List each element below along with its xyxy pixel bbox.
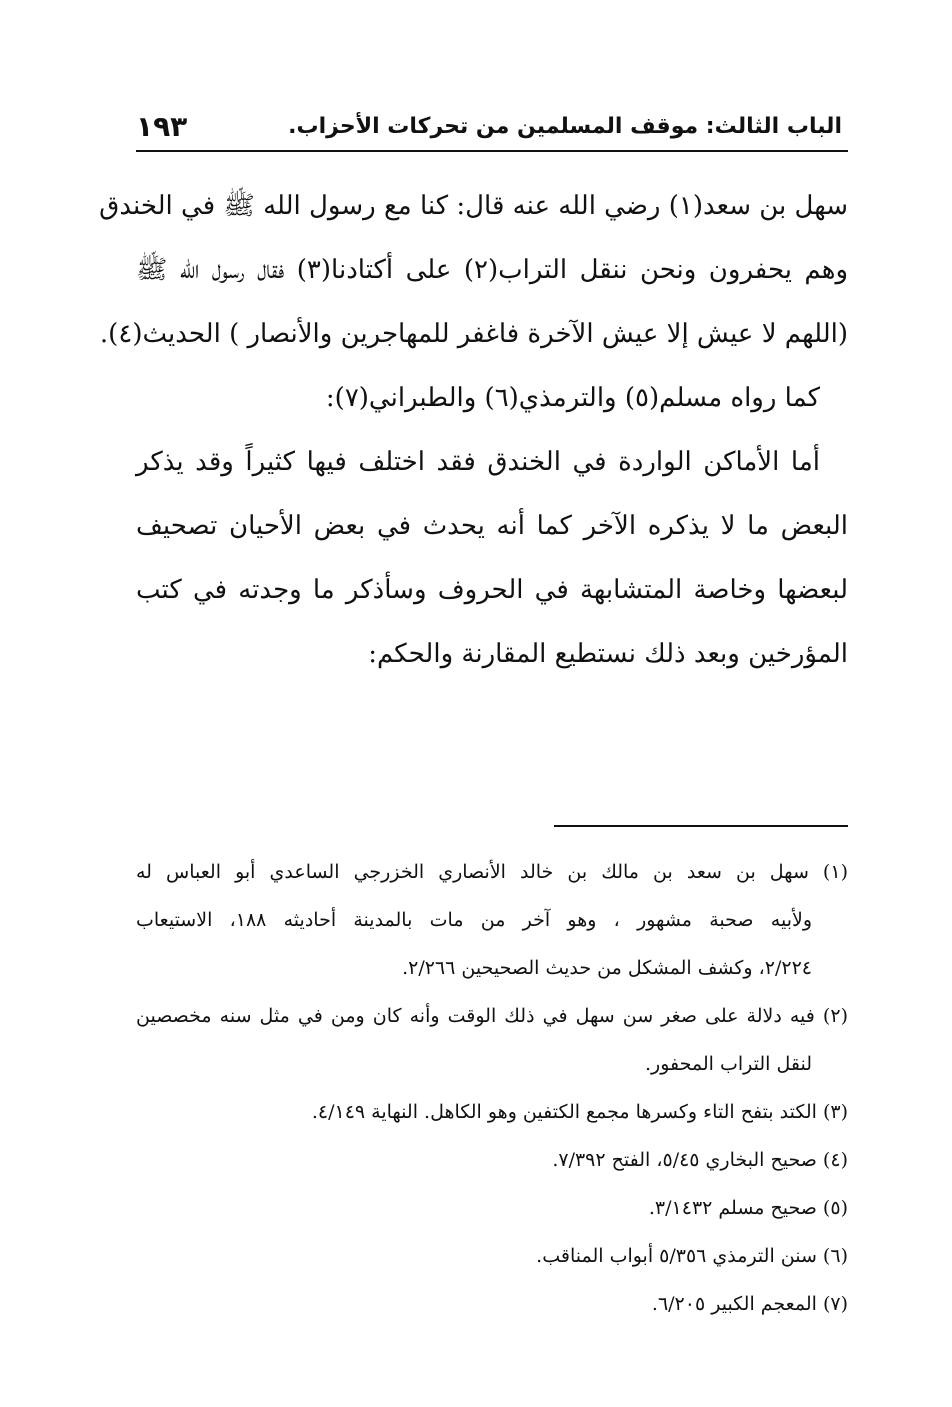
body-line: (اللهم لا عيش إلا عيش الآخرة فاغفر للمهاجرين والأنصار ) الحديث(٤).	[99, 319, 848, 349]
footnote-line: (١) سهل بن سعد بن مالك بن خالد الأنصاري الخزرجي الساعدي أبو العباس له	[136, 861, 848, 883]
body-line: وهم يحفرون ونحن ننقل التراب(٢) على أكتادنا(٣) فقال رسول الله ﷺ	[136, 255, 848, 285]
book-page	[99, 100, 848, 1340]
chapter-title: الباب الثالث: موقف المسلمين من تحركات الأحزاب.	[288, 114, 842, 139]
footnote-line: ٢/٢٢٤، وكشف المشكل من حديث الصحيحين ٢/٢٦٦.	[402, 957, 812, 979]
footnote-3	[136, 1088, 848, 1136]
footnote-line: (٥) صحيح مسلم ٣/١٤٣٢.	[648, 1197, 848, 1219]
footnote-5	[136, 1184, 848, 1232]
footnote-line: ولأبيه صحبة مشهور ، وهو آخر من مات بالمدينة أحاديثه ١٨٨، الاستيعاب	[136, 909, 812, 931]
body-line: البعض ما لا يذكره الآخر كما أنه يحدث في بعض الأحيان تصحيف	[136, 511, 848, 541]
footnote-6	[136, 1232, 848, 1280]
body-line: كما رواه مسلم(٥) والترمذي(٦) والطبراني(٧):	[325, 383, 820, 413]
footnotes	[136, 848, 848, 1328]
body-line: لبعضها وخاصة المتشابهة في الحروف وسأذكر ما وجدته في كتب	[136, 575, 848, 605]
footnote-line: (٢) فيه دلالة على صغر سن سهل في ذلك الوقت وأنه كان ومن في مثل سنه مخصصين	[136, 1005, 848, 1027]
page-number: ١٩٣	[136, 110, 188, 143]
footnote-7	[136, 1280, 848, 1328]
footnote-4	[136, 1136, 848, 1184]
footnote-1	[136, 848, 848, 992]
footnote-2	[136, 992, 848, 1088]
page-header	[136, 100, 848, 152]
footnote-line: (٧) المعجم الكبير ٦/٢٠٥.	[651, 1293, 848, 1315]
footnote-line: (٣) الكتد بتفح التاء وكسرها مجمع الكتفين وهو الكاهل. النهاية ٤/١٤٩.	[311, 1101, 848, 1123]
body-line: سهل بن سعد(١) رضي الله عنه قال: كنا مع رسول الله ﷺ في الخندق	[99, 191, 848, 221]
body-line: المؤرخين وبعد ذلك نستطيع المقارنة والحكم:	[368, 639, 848, 669]
footnote-line: (٤) صحيح البخاري ٥/٤٥، الفتح ٧/٣٩٢.	[552, 1149, 848, 1171]
body-line: أما الأماكن الواردة في الخندق فقد اختلف فيها كثيراً وقد يذكر	[136, 447, 820, 477]
footnote-line: (٦) سنن الترمذي ٥/٣٥٦ أبواب المناقب.	[536, 1245, 848, 1267]
footnote-line: لنقل التراب المحفور.	[644, 1053, 812, 1075]
main-text	[99, 174, 848, 686]
footnote-separator	[554, 825, 848, 827]
